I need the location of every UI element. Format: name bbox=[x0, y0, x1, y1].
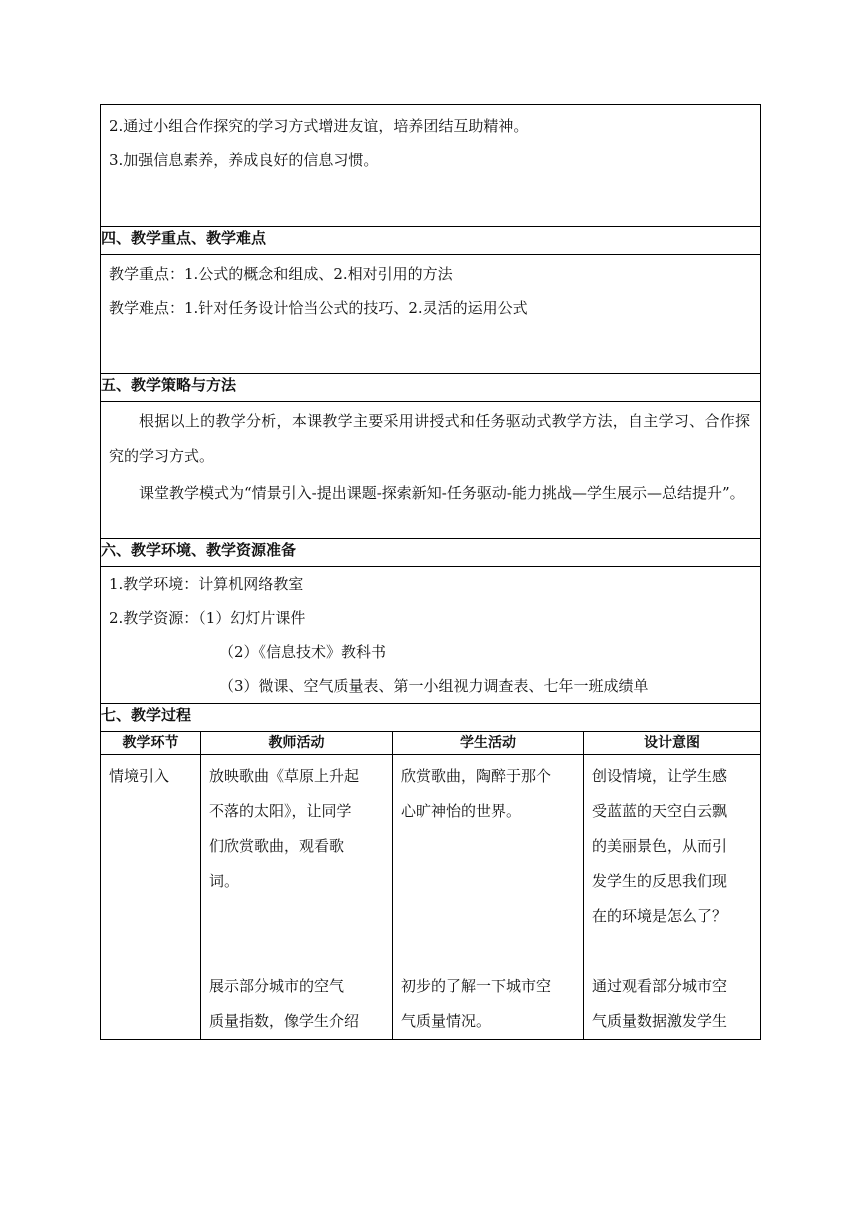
difficulties-line: 教学难点：1.针对任务设计恰当公式的技巧、2.灵活的运用公式 bbox=[109, 299, 528, 317]
section4-title: 四、教学重点、教学难点 bbox=[101, 227, 761, 255]
text-line: 受蓝蓝的天空白云飘 bbox=[592, 802, 728, 820]
text-line bbox=[401, 829, 577, 864]
text-line: 初步的了解一下城市空 bbox=[401, 977, 552, 995]
text-line bbox=[592, 934, 754, 969]
objective-line-3: 3.加强信息素养，养成良好的信息习惯。 bbox=[109, 151, 379, 169]
resource-line-2: （2）《信息技术》教科书 bbox=[219, 643, 387, 661]
student-activity-cell bbox=[393, 755, 584, 1040]
section5-body-row bbox=[101, 402, 761, 539]
text-line: 展示部分城市的空气 bbox=[209, 977, 345, 995]
section5-title: 五、教学策略与方法 bbox=[101, 374, 761, 402]
lesson-plan-table bbox=[100, 104, 761, 1040]
teaching-mode-paragraph: 课堂教学模式为“情景引入-提出课题-探索新知-任务驱动-能力挑战—学生展示—总结提升”。 bbox=[139, 484, 745, 502]
text-line: 在的环境是怎么了？ bbox=[592, 907, 728, 925]
section7-title: 七、教学过程 bbox=[101, 704, 761, 732]
objectives-row bbox=[101, 105, 761, 227]
header-teacher-activity: 教师活动 bbox=[201, 732, 393, 755]
text-line: 欣赏歌曲，陶醉于那个 bbox=[401, 767, 552, 785]
teacher-activity-text bbox=[201, 755, 392, 1039]
text-line bbox=[401, 934, 577, 969]
section4-body-row bbox=[101, 255, 761, 374]
objective-line-2: 2.通过小组合作探究的学习方式增进友谊，培养团结互助精神。 bbox=[109, 117, 529, 135]
text-line: 创设情境，让学生感 bbox=[592, 767, 728, 785]
stage-cell bbox=[101, 755, 201, 1040]
section7-heading-row bbox=[101, 704, 761, 732]
text-line: 气质量情况。 bbox=[401, 1012, 492, 1030]
student-activity-text bbox=[393, 755, 583, 1039]
text-line: 气质量数据激发学生 bbox=[592, 1012, 728, 1030]
key-points-line: 教学重点：1.公式的概念和组成、2.相对引用的方法 bbox=[109, 265, 453, 283]
section4-body bbox=[101, 255, 761, 374]
design-intent-text bbox=[584, 755, 760, 1039]
text-line: 词。 bbox=[209, 872, 240, 890]
stage-label: 情境引入 bbox=[109, 767, 170, 785]
text-line: 通过观看部分城市空 bbox=[592, 977, 728, 995]
text-line: 的美丽景色，从而引 bbox=[592, 837, 728, 855]
text-line bbox=[209, 899, 386, 934]
section4-heading-row bbox=[101, 227, 761, 255]
section5-heading-row bbox=[101, 374, 761, 402]
header-stage: 教学环节 bbox=[101, 732, 201, 755]
text-line bbox=[401, 864, 577, 899]
environment-line: 1.教学环境：计算机网络教室 bbox=[109, 575, 304, 593]
objectives-cell bbox=[101, 105, 761, 227]
text-line: 放映歌曲《草原上升起 bbox=[209, 767, 360, 785]
section6-heading-row bbox=[101, 539, 761, 567]
section5-body bbox=[101, 402, 761, 539]
text-line bbox=[401, 899, 577, 934]
resource-line-3: （3）微课、空气质量表、第一小组视力调查表、七年一班成绩单 bbox=[219, 677, 649, 695]
header-design-intent: 设计意图 bbox=[584, 732, 761, 755]
section6-body bbox=[101, 567, 761, 704]
teacher-activity-cell bbox=[201, 755, 393, 1040]
text-line: 不落的太阳》，让同学 bbox=[209, 802, 352, 820]
design-intent-cell bbox=[584, 755, 761, 1040]
section6-title: 六、教学环境、教学资源准备 bbox=[101, 539, 761, 567]
section6-body-row bbox=[101, 567, 761, 704]
text-line bbox=[209, 934, 386, 969]
process-header-row bbox=[101, 732, 761, 755]
resource-line-1: 2.教学资源：（1）幻灯片课件 bbox=[109, 609, 306, 627]
text-line: 发学生的反思我们现 bbox=[592, 872, 728, 890]
text-line: 心旷神怡的世界。 bbox=[401, 802, 522, 820]
process-row bbox=[101, 755, 761, 1040]
strategy-paragraph: 根据以上的教学分析，本课教学主要采用讲授式和任务驱动式教学方法，自主学习、合作探究的学习方式。 bbox=[109, 412, 751, 465]
text-line: 质量指数，像学生介绍 bbox=[209, 1012, 360, 1030]
header-student-activity: 学生活动 bbox=[393, 732, 584, 755]
text-line: 们欣赏歌曲，观看歌 bbox=[209, 837, 345, 855]
